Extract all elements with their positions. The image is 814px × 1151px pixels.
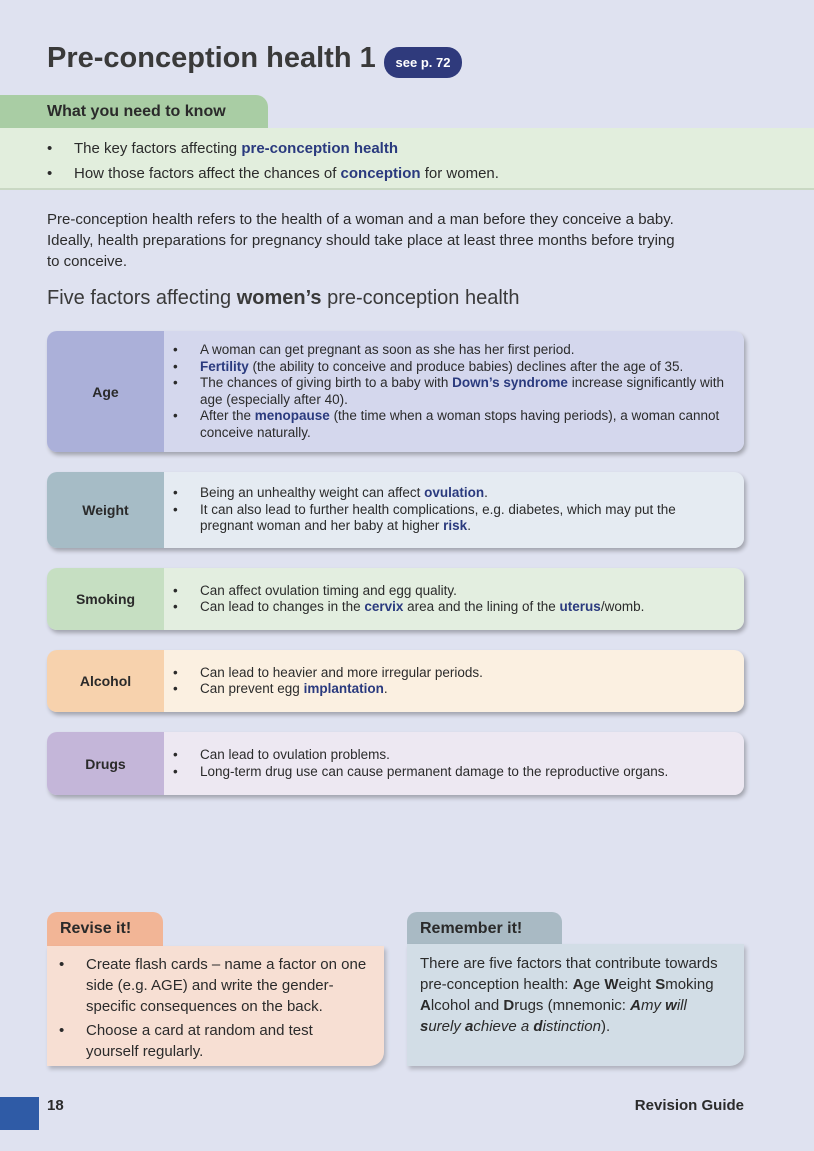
factors-subheading: Five factors affecting women’s pre-conception health xyxy=(47,287,520,309)
revise-it-heading: Revise it! xyxy=(47,912,163,946)
know-item: • The key factors affecting pre-conception health xyxy=(47,136,499,161)
remember-it-box: There are five factors that contribute towards pre-conception health: Age Weight Smoking Alcohol and Drugs (mnemonic: Amy will surely achieve a distinction). xyxy=(407,944,744,1066)
factor-label: Age xyxy=(47,331,164,452)
factor-age xyxy=(47,331,744,452)
factor-point: • Being an unhealthy weight can affect ovulation. xyxy=(173,485,724,502)
know-item: • How those factors affect the chances of conception for women. xyxy=(47,161,499,186)
factor-point: • Can affect ovulation timing and egg quality. xyxy=(173,583,644,600)
intro-paragraph: Pre-conception health refers to the health of a woman and a man before they conceive a baby. Ideally, health preparations for pregnancy should take place at least three months before trying to conceive. xyxy=(47,211,675,270)
revision-guide-label: Revision Guide xyxy=(634,1097,744,1114)
factor-label: Weight xyxy=(47,472,164,548)
factor-point: • After the menopause (the time when a woman stops having periods), a woman cannot conceive naturally. xyxy=(173,408,724,441)
factor-point: • Can lead to ovulation problems. xyxy=(173,747,668,764)
factor-point: • A woman can get pregnant as soon as she has her first period. xyxy=(173,342,724,359)
see-page-badge[interactable]: see p. 72 xyxy=(384,47,462,78)
remember-it-heading: Remember it! xyxy=(407,912,562,946)
factor-point: • Long-term drug use can cause permanent damage to the reproductive organs. xyxy=(173,764,668,781)
factor-smoking xyxy=(47,568,744,630)
revise-item: • Create flash cards – name a factor on one side (e.g. AGE) and write the gender-specific consequences on the back. xyxy=(59,954,368,1017)
revise-item: • Choose a card at random and test yourself regularly. xyxy=(59,1020,368,1062)
factor-point: • Can lead to changes in the cervix area and the lining of the uterus/womb. xyxy=(173,599,644,616)
footer-color-block xyxy=(0,1097,39,1130)
factor-body xyxy=(164,650,744,712)
factor-point: • Fertility (the ability to conceive and produce babies) declines after the age of 35. xyxy=(173,359,724,376)
factor-point: • It can also lead to further health complications, e.g. diabetes, which may put the pregnant woman and her baby at higher risk. xyxy=(173,502,724,535)
page-number: 18 xyxy=(47,1097,64,1114)
what-you-need-to-know-box xyxy=(0,128,814,190)
factor-label: Smoking xyxy=(47,568,164,630)
know-list xyxy=(47,136,499,186)
factor-body xyxy=(164,568,744,630)
factor-alcohol xyxy=(47,650,744,712)
factor-drugs xyxy=(47,732,744,795)
factor-body xyxy=(164,732,744,795)
factor-point: • The chances of giving birth to a baby with Down’s syndrome increase significantly with age (especially after 40). xyxy=(173,375,724,408)
factor-point: • Can prevent egg implantation. xyxy=(173,681,483,698)
factor-weight xyxy=(47,472,744,548)
page-title: Pre-conception health 1 xyxy=(47,42,376,74)
revise-it-box xyxy=(47,946,384,1066)
factor-label: Drugs xyxy=(47,732,164,795)
factor-body xyxy=(164,331,744,452)
mnemonic: Amy will surely achieve a distinction xyxy=(420,997,687,1035)
factor-label: Alcohol xyxy=(47,650,164,712)
what-you-need-to-know-heading: What you need to know xyxy=(0,95,268,128)
factor-point: • Can lead to heavier and more irregular periods. xyxy=(173,665,483,682)
factor-body xyxy=(164,472,744,548)
